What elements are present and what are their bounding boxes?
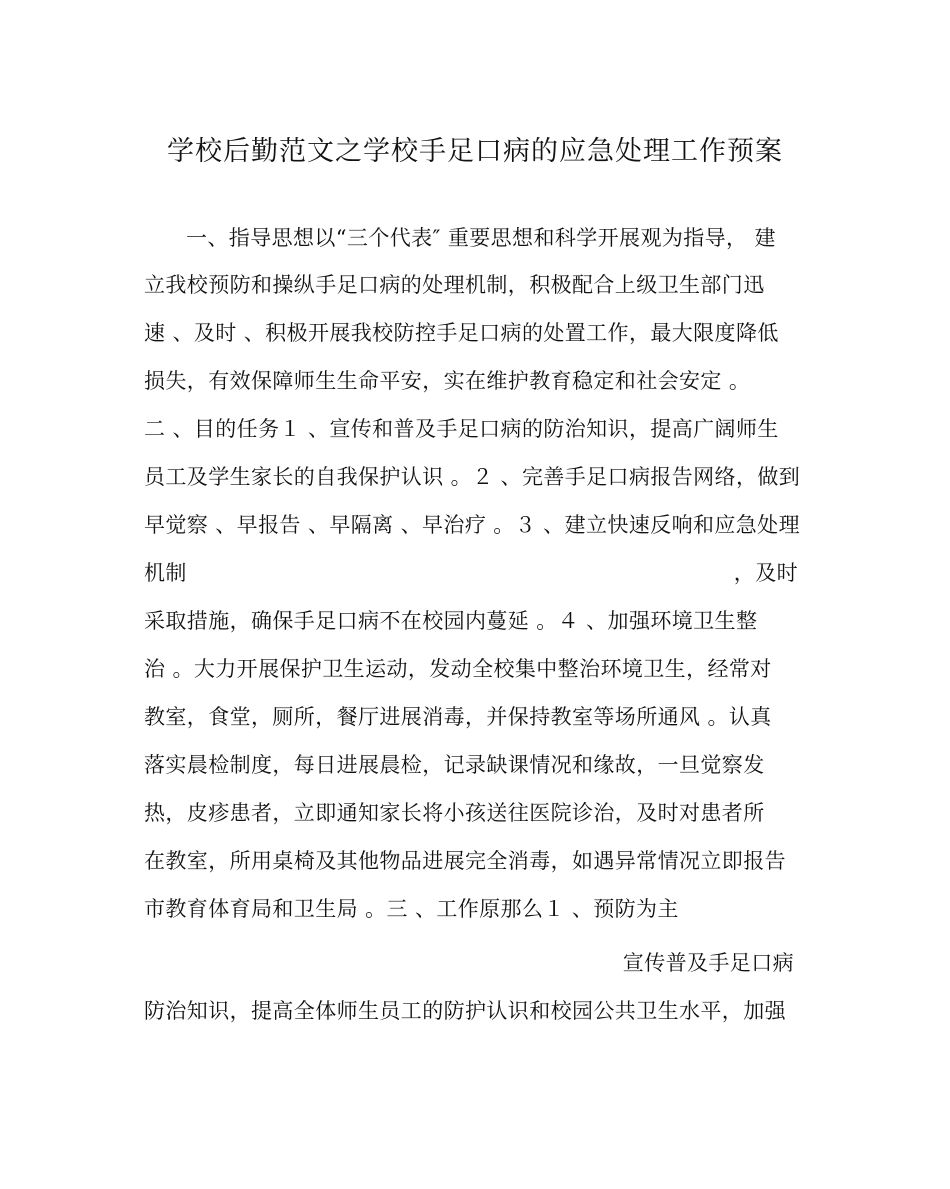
paragraph-line: 落实晨检制度，每日进展晨检，记录缺课情况和缘故，一旦觉察发: [144, 753, 765, 777]
paragraph-line: 机制: [144, 561, 187, 585]
paragraph-line: 热，皮疹患者，立即通知家长将小孩送往医院诊治，及时对患者所: [144, 801, 765, 825]
paragraph-line: 损失，有效保障师生生命平安，实在维护教育稳定和社会安定 。: [144, 369, 751, 393]
paragraph-line: 早觉察 、早报告 、早隔离 、早治疗 。３ 、建立快速反响和应急处理: [144, 513, 800, 537]
paragraph-line: 速 、及时 、积极开展我校防控手足口病的处置工作，最大限度降低: [144, 321, 779, 345]
paragraph-line: 市教育体育局和卫生局 。三 、工作原那么１ 、预防为主: [144, 897, 679, 921]
document-title: 学校后勤范文之学校手足口病的应急处理工作预案: [167, 136, 783, 167]
paragraph-line-right: ，及时: [733, 561, 798, 585]
paragraph-line: 立我校预防和操纵手足口病的处理机制，积极配合上级卫生部门迅: [144, 273, 765, 297]
paragraph-line: 教室，食堂，厕所，餐厅进展消毒，并保持教室等场所通风 。认真: [144, 705, 772, 729]
paragraph-line: 员工及学生家长的自我保护认识 。２ 、完善手足口病报告网络，做到: [144, 465, 801, 489]
paragraph-line: 二 、目的任务１ 、宣传和普及手足口病的防治知识，提高广阔师生: [144, 417, 779, 441]
paragraph-line-right: 宣传普及手足口病: [622, 951, 794, 975]
paragraph-line: 采取措施，确保手足口病不在校园内蔓延 。４ 、加强环境卫生整: [144, 609, 758, 633]
paragraph-line: 一、指导思想以“三个代表″ 重要思想和科学开展观为指导， 建: [186, 226, 776, 250]
paragraph-line: 在教室，所用桌椅及其他物品进展完全消毒，如遇异常情况立即报告: [144, 849, 786, 873]
paragraph-line: 防治知识，提高全体师生员工的防护认识和校园公共卫生水平，加强: [144, 999, 786, 1023]
paragraph-line: 治 。大力开展保护卫生运动，发动全校集中整治环境卫生，经常对: [144, 657, 772, 681]
